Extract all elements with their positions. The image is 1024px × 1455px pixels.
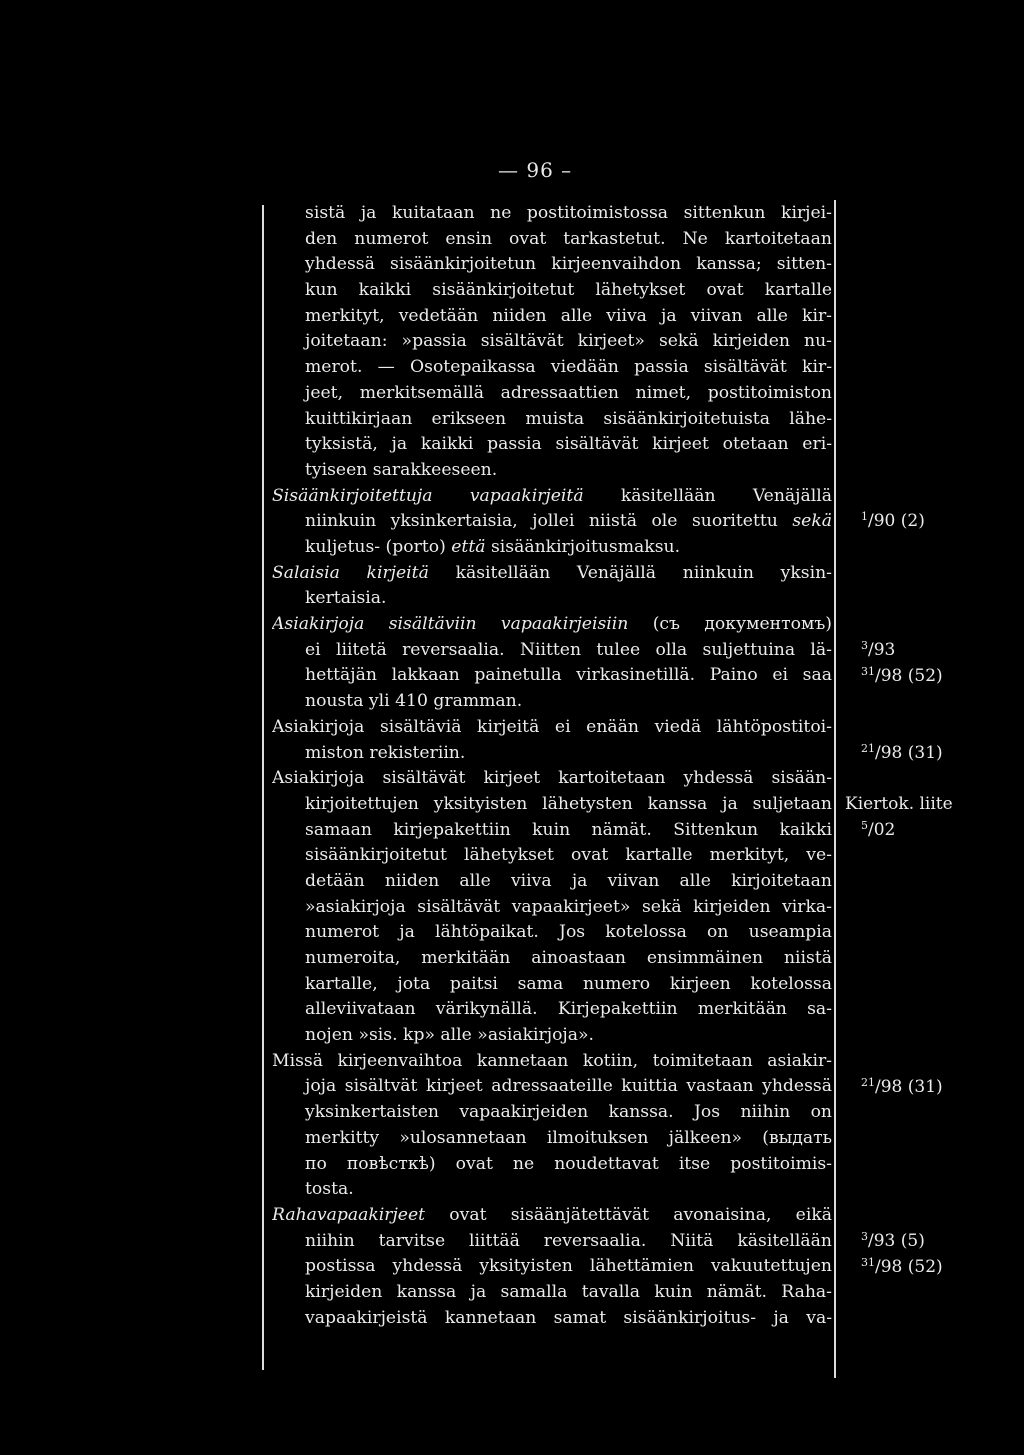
text-line: nojen »sis. kp» alle »asiakirjoja».: [305, 1025, 594, 1046]
text-line: alleviivataan värikynällä. Kirjepakettiin merkitään sa-: [305, 999, 832, 1020]
text-line: tosta.: [305, 1179, 354, 1200]
text-line: joja sisältvät kirjeet adressaateille kuittia vastaan yhdessä: [305, 1076, 832, 1097]
margin-reference: Kiertok. liite: [845, 794, 953, 815]
text-line: kuljetus- (porto) että sisäänkirjoitusmaksu.: [305, 536, 681, 557]
text-line: kartalle, jota paitsi sama numero kirjeen kotelossa: [305, 973, 832, 994]
margin-reference: $^{21}$/98 (31): [861, 1075, 943, 1097]
text-line: »asiakirjoja sisältävät vapaakirjeet» sekä kirjeiden virka-: [305, 896, 832, 917]
italic-term: Rahavapaakirjeet: [272, 1204, 426, 1225]
italic-term: Salaisia kirjeitä: [272, 562, 429, 583]
text-line: joitetaan: »passia sisältävät kirjeet» sekä kirjeiden nu-: [305, 331, 832, 352]
text-line: numerot ja lähtöpaikat. Jos kotelossa on useampia: [305, 922, 832, 943]
margin-reference: $^{31}$/98 (52): [861, 664, 943, 686]
text-line: yhdessä sisäänkirjoitetun kirjeenvaihdon kanssa; sitten-: [305, 254, 832, 275]
text-line: niihin tarvitse liittää reversaalia. Niitä käsitellään: [305, 1230, 832, 1251]
text-line: Missä kirjeenvaihtoa kannetaan kotiin, toimitetaan asiakir-: [272, 1050, 832, 1071]
text-line: samaan kirjepakettiin kuin nämät. Sittenkun kaikki: [305, 819, 832, 840]
text-line: miston rekisteriin.: [305, 742, 466, 763]
margin-reference: $^1$/90 (2): [861, 510, 925, 532]
text-line: numeroita, merkitään ainoastaan ensimmäinen niistä: [305, 948, 832, 969]
margin-reference: $^3$/93 (5): [861, 1230, 925, 1251]
text-line: kirjoitettujen yksityisten lähetysten kanssa ja suljetaan: [305, 793, 832, 814]
italic-term: Sisäänkirjoitettuja vapaakirjeitä: [272, 485, 584, 506]
text-line: yksinkertaisten vapaakirjeiden kanssa. Jos niihin on: [305, 1102, 832, 1123]
body-text: [272, 201, 832, 1331]
text-line: по повѣсткѣ) ovat ne noudettavat itse postitoimis-: [305, 1153, 832, 1174]
text-line: kirjeiden kanssa ja samalla tavalla kuin nämät. Raha-: [305, 1281, 832, 1302]
text-line: detään niiden alle viiva ja viivan alle kirjoitetaan: [305, 870, 832, 891]
text-line: Salaisia kirjeitä käsitellään Venäjällä niinkuin yksin-: [272, 562, 832, 583]
text-line: merkityt, vedetään niiden alle viiva ja viivan alle kir-: [305, 305, 832, 326]
italic-term: että: [451, 536, 486, 557]
margin-reference: $^{21}$/98 (31): [861, 741, 943, 763]
text-line: Rahavapaakirjeet ovat sisäänjätettävät avonaisina, eikä: [272, 1204, 832, 1225]
text-line: sistä ja kuitataan ne postitoimistossa sittenkun kirjei-: [305, 203, 832, 223]
text-line: kuittikirjaan erikseen muista sisäänkirjoitetuista lähe-: [305, 408, 832, 429]
text-line: ei liitetä reversaalia. Niitten tulee olla suljettuina lä-: [305, 639, 832, 660]
text-line: tyksistä, ja kaikki passia sisältävät kirjeet otetaan eri-: [305, 434, 832, 455]
text-line: tyiseen sarakkeeseen.: [305, 459, 498, 480]
text-line: Sisäänkirjoitettuja vapaakirjeitä käsitellään Venäjällä: [272, 485, 832, 506]
text-line: sisäänkirjoitetut lähetykset ovat kartalle merkityt, ve-: [305, 845, 832, 866]
margin-reference: $^{31}$/98 (52): [861, 1255, 943, 1277]
text-line: nousta yli 410 gramman.: [305, 691, 523, 712]
text-line: merot. — Osotepaikassa viedään passia sisältävät kir-: [305, 357, 832, 378]
text-line: jeet, merkitsemällä adressaattien nimet, postitoimiston: [305, 382, 832, 403]
left-margin-rule: [262, 205, 264, 1370]
text-line: vapaakirjeistä kannetaan samat sisäänkirjoitus- ja va-: [305, 1307, 832, 1328]
italic-term: Asiakirjoja sisältäviin vapaakirjeisiin: [272, 614, 629, 635]
page-number: — 96 –: [498, 158, 573, 182]
text-line: kun kaikki sisäänkirjoitetut lähetykset ovat kartalle: [305, 280, 832, 301]
text-line: Asiakirjoja sisältäviin vapaakirjeisiin (съ документомъ): [272, 614, 832, 635]
margin-reference: $^5$/02: [861, 818, 896, 840]
text-line: hettäjän lakkaan painetulla virkasinetillä. Paino ei saa: [305, 665, 832, 686]
text-line: den numerot ensin ovat tarkastetut. Ne kartoitetaan: [305, 228, 832, 249]
text-line: niinkuin yksinkertaisia, jollei niistä ole suoritettu sekä: [305, 511, 832, 532]
right-margin-rule: [834, 200, 836, 1378]
text-line: Asiakirjoja sisältäviä kirjeitä ei enään viedä lähtöpostitoi-: [272, 716, 832, 737]
text-line: kertaisia.: [305, 588, 387, 609]
text-line: Asiakirjoja sisältävät kirjeet kartoitetaan yhdessä sisään-: [272, 768, 832, 789]
text-line: merkitty »ulosannetaan ilmoituksen jälkeen» (выдать: [305, 1127, 832, 1148]
italic-term: sekä: [792, 511, 832, 532]
margin-reference: $^3$/93: [861, 638, 896, 660]
text-line: postissa yhdessä yksityisten lähettämien vakuutettujen: [305, 1256, 832, 1277]
